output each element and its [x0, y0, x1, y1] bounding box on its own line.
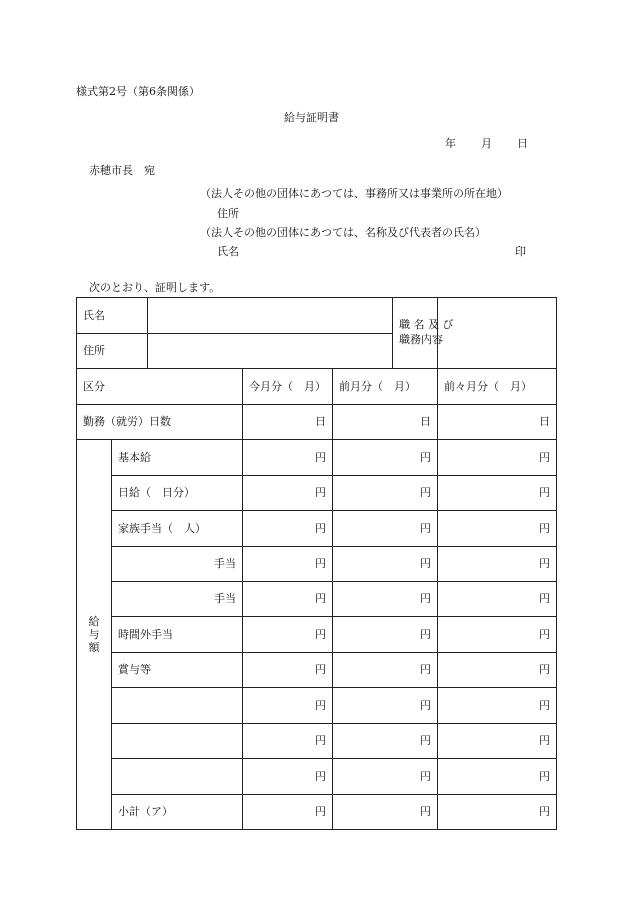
workdays-label: 勤務（就労）日数 [77, 405, 243, 440]
salary-before-previous-amount[interactable]: 円 [438, 582, 557, 617]
salary-item-label [112, 724, 243, 759]
salary-previous-amount[interactable]: 円 [333, 688, 438, 724]
date-year: 年 [445, 137, 456, 150]
salary-group-char: 給 [88, 614, 100, 628]
salary-item-label: 小計（ア） [112, 795, 243, 830]
address-label: 住所 [77, 334, 148, 369]
name-value[interactable] [148, 298, 393, 334]
salary-before-previous-amount[interactable]: 円 [438, 511, 557, 547]
salary-item-label: 手当 [112, 582, 243, 617]
table-row [77, 547, 557, 582]
table-row [77, 511, 557, 547]
salary-rows [77, 440, 557, 830]
salary-certificate-table [76, 297, 557, 830]
salary-before-previous-amount[interactable]: 円 [438, 724, 557, 759]
salary-item-label: 日給（ 日分） [112, 476, 243, 511]
salary-previous-amount[interactable]: 円 [333, 724, 438, 759]
form-number: 様式第2号（第6条関係） [76, 85, 200, 98]
current-month-header: 今月分（ 月） [243, 369, 333, 405]
salary-amount-group-label [77, 440, 112, 830]
table-row [77, 582, 557, 617]
salary-current-amount[interactable]: 円 [243, 617, 333, 653]
previous-month-header: 前月分（ 月） [333, 369, 438, 405]
salary-before-previous-amount[interactable]: 円 [438, 688, 557, 724]
salary-current-amount[interactable]: 円 [243, 653, 333, 688]
salary-current-amount[interactable]: 円 [243, 511, 333, 547]
salary-previous-amount[interactable]: 円 [333, 759, 438, 795]
addressee: 赤穂市長 宛 [89, 164, 155, 177]
table-row [77, 653, 557, 688]
salary-item-label: 時間外手当 [112, 617, 243, 653]
workdays-current[interactable]: 日 [243, 405, 333, 440]
address-value[interactable] [148, 334, 393, 369]
salary-item-label [112, 759, 243, 795]
table-row [77, 759, 557, 795]
salary-before-previous-amount[interactable]: 円 [438, 617, 557, 653]
salary-current-amount[interactable]: 円 [243, 795, 333, 830]
salary-before-previous-amount[interactable]: 円 [438, 476, 557, 511]
salary-item-label: 基本給 [112, 440, 243, 476]
salary-current-amount[interactable]: 円 [243, 547, 333, 582]
salary-item-label: 手当 [112, 547, 243, 582]
salary-current-amount[interactable]: 円 [243, 688, 333, 724]
salary-current-amount[interactable]: 円 [243, 759, 333, 795]
intro-text: 次のとおり、証明します。 [89, 281, 221, 294]
table-row [77, 440, 557, 476]
document-title: 給与証明書 [284, 111, 339, 124]
salary-current-amount[interactable]: 円 [243, 582, 333, 617]
certifier-name-label: 氏名 [217, 245, 239, 258]
seal-mark: 印 [515, 245, 526, 258]
salary-before-previous-amount[interactable]: 円 [438, 440, 557, 476]
job-title-label-line1: 職 名 及 び [399, 318, 454, 332]
table-row [77, 476, 557, 511]
salary-current-amount[interactable]: 円 [243, 476, 333, 511]
date-day: 日 [517, 137, 528, 150]
salary-before-previous-amount[interactable]: 円 [438, 795, 557, 830]
salary-previous-amount[interactable]: 円 [333, 795, 438, 830]
salary-previous-amount[interactable]: 円 [333, 617, 438, 653]
salary-group-char: 与 [88, 627, 100, 641]
table-row [77, 617, 557, 653]
job-title-label [393, 298, 454, 369]
salary-item-label [112, 688, 243, 724]
salary-previous-amount[interactable]: 円 [333, 511, 438, 547]
workdays-previous[interactable]: 日 [333, 405, 438, 440]
salary-before-previous-amount[interactable]: 円 [438, 547, 557, 582]
name-label: 氏名 [77, 298, 148, 334]
salary-before-previous-amount[interactable]: 円 [438, 653, 557, 688]
job-title-value[interactable] [438, 298, 557, 369]
salary-item-label: 賞与等 [112, 653, 243, 688]
before-previous-month-header: 前々月分（ 月） [438, 369, 557, 405]
table-row [77, 724, 557, 759]
salary-previous-amount[interactable]: 円 [333, 582, 438, 617]
table-row [77, 795, 557, 830]
salary-previous-amount[interactable]: 円 [333, 547, 438, 582]
certifier-address-note: （法人その他の団体にあつては、事務所又は事業所の所在地） [200, 187, 508, 200]
salary-before-previous-amount[interactable]: 円 [438, 759, 557, 795]
workdays-before-previous[interactable]: 日 [438, 405, 557, 440]
salary-current-amount[interactable]: 円 [243, 724, 333, 759]
salary-previous-amount[interactable]: 円 [333, 653, 438, 688]
certifier-address-label: 住所 [217, 207, 239, 220]
certifier-name-note: （法人その他の団体にあつては、名称及び代表者の氏名） [200, 226, 486, 239]
salary-item-label: 家族手当（ 人） [112, 511, 243, 547]
category-header: 区分 [77, 369, 243, 405]
job-title-label-line2: 職務内容 [399, 333, 444, 346]
salary-current-amount[interactable]: 円 [243, 440, 333, 476]
date-month: 月 [481, 137, 492, 150]
salary-group-char: 額 [88, 641, 100, 655]
salary-previous-amount[interactable]: 円 [333, 440, 438, 476]
table-row [77, 688, 557, 724]
salary-previous-amount[interactable]: 円 [333, 476, 438, 511]
